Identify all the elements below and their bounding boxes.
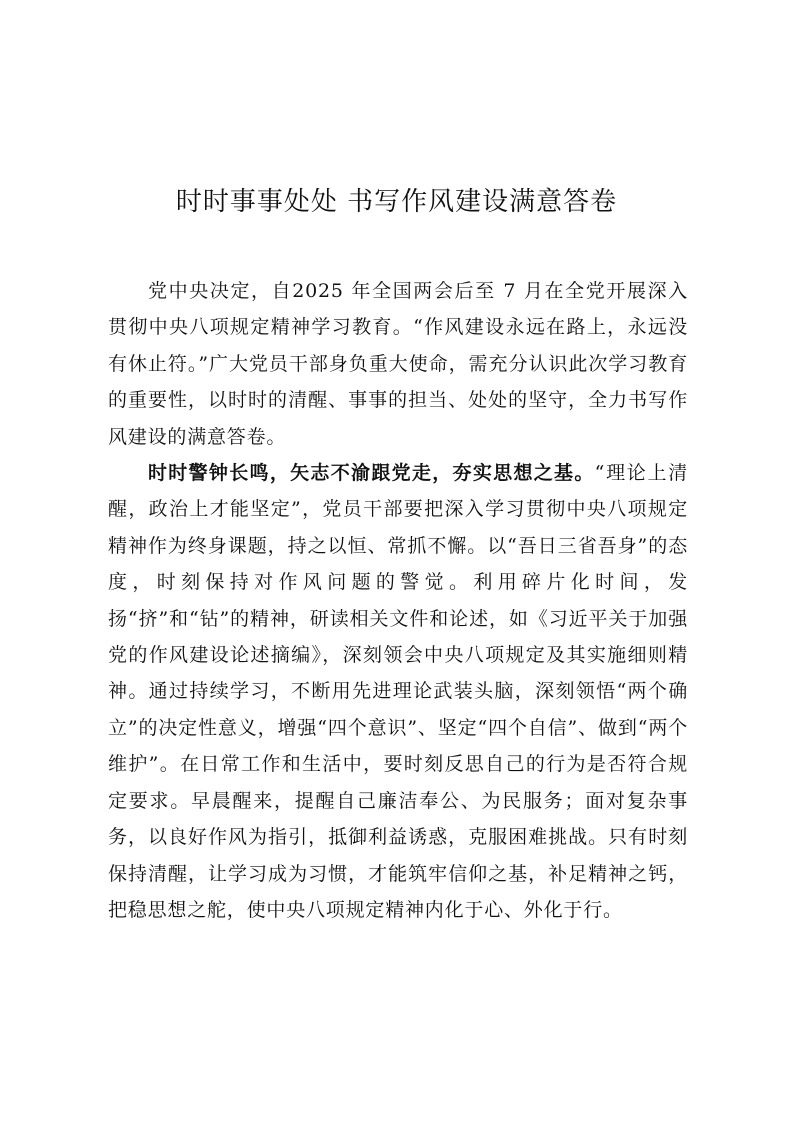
document-title: 时时事事处处 书写作风建设满意答卷 [175, 187, 618, 217]
paragraph-intro [108, 273, 688, 455]
paragraph-intro-text: 党中央决定，自2025 年全国两会后至 7 月在全党开展深入贯彻中央八项规定精神学习教育。“作风建设永远在路上，永远没有休止符。”广大党员干部身负重大使命，需充分认识此次学习教育的重要性，以时时的清醒、事事的担当、处处的坚守，全力书写作风建设的满意答卷。 [108, 280, 688, 448]
document-body [108, 273, 688, 928]
paragraph-section-1-lead: 时时警钟长鸣，矢志不渝跟党走，夯实思想之基。 [148, 462, 595, 485]
paragraph-section-1 [108, 455, 688, 928]
paragraph-section-1-text: “理论上清醒，政治上才能坚定”，党员干部要把深入学习贯彻中央八项规定精神作为终身课题，持之以恒、常抓不懈。以“吾日三省吾身”的态度，时刻保持对作风问题的警觉。利用碎片化时间，发扬“挤”和“钻”的精神，研读相关文件和论述，如《习近平关于加强党的作风建设论述摘编》，深刻领会中央八项规定及其实施细则精神。通过持续学习，不断用先进理论武装头脑，深刻领悟“两个确立”的决定性意义，增强“四个意识”、坚定“四个自信”、做到“两个维护”。在日常工作和生活中，要时刻反思自己的行为是否符合规定要求。早晨醒来，提醒自己廉洁奉公、为民服务；面对复杂事务，以良好作风为指引，抵御利益诱惑，克服困难挑战。只有时刻保持清醒，让学习成为习惯，才能筑牢信仰之基，补足精神之钙，把稳思想之舵，使中央八项规定精神内化于心、外化于行。 [108, 462, 688, 921]
